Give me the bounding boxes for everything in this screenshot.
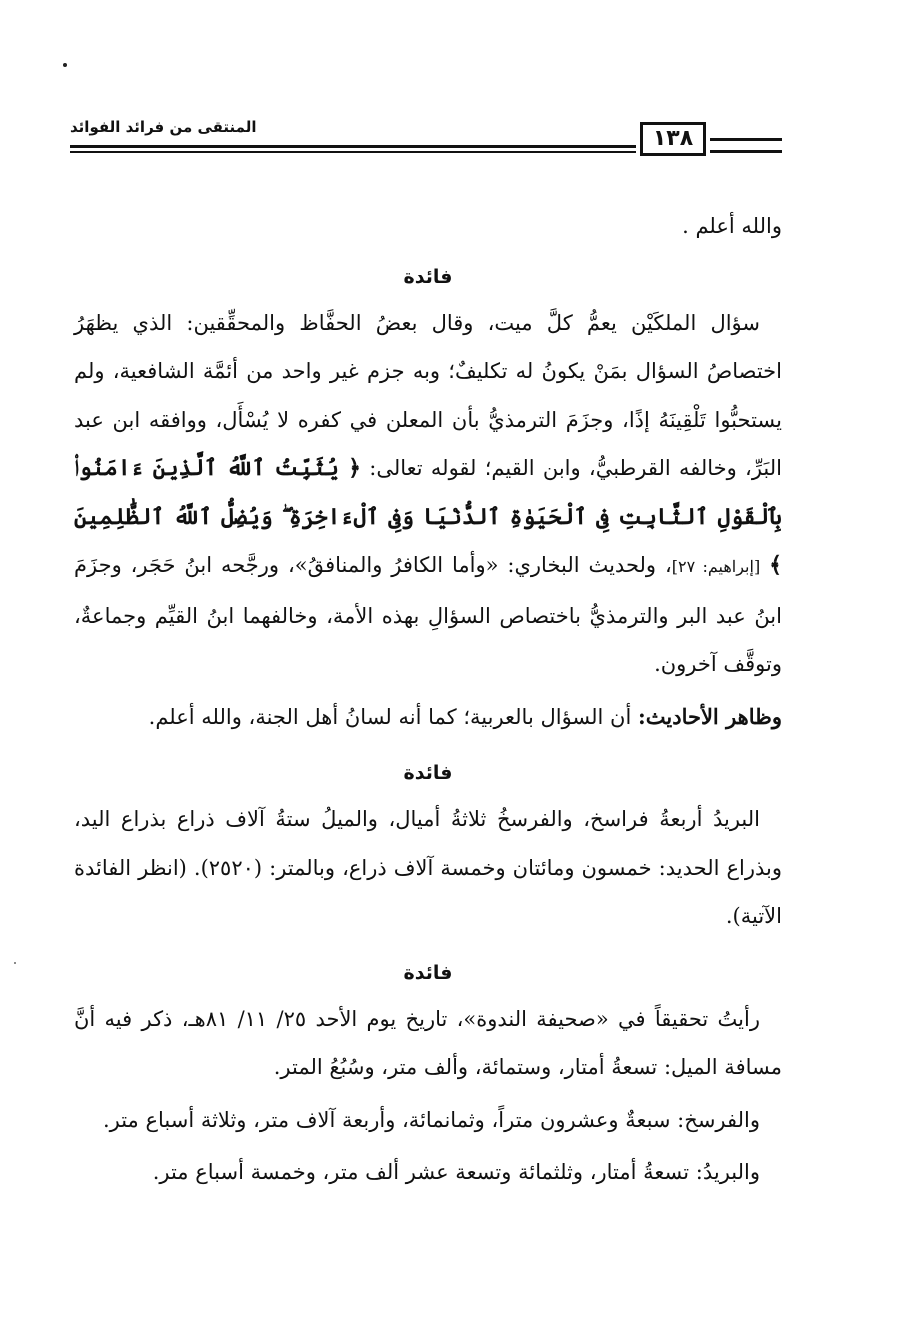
paragraph — [74, 299, 782, 689]
paragraph: والفرسخ: سبعةٌ وعشرون متراً، وثمانمائة، وأربعة آلاف متر، وثلاثة أسباع متر. — [102, 1107, 760, 1132]
scan-speck — [14, 962, 16, 964]
verse-reference: [إبراهيم: ٢٧] — [671, 557, 761, 576]
running-title: المنتقى من فرائد الفوائد — [70, 118, 257, 136]
quran-verse: ﴿ يُثَبِّتُ ٱللَّهُ ٱلَّذِينَ ءَامَنُوا۟ بِٱلْقَوْلِ ٱلثَّابِتِ فِى ٱلْحَيَوٰةِ ٱلدُّنْيَا وَفِى ٱلْءَاخِرَةِ ۖ وَيُضِلُّ ٱللَّهُ ٱلظَّٰلِمِينَ ﴾ — [74, 455, 782, 578]
header-rule — [70, 145, 636, 153]
paragraph-text: سؤال الملكَيْن يعمُّ كلَّ ميت، وقال بعضُ الحفَّاظ والمحقِّقين: الذي يظهَرُ اختصاصُ السؤال بمَنْ يكونُ له تكليفٌ؛ وبه جزم غير واحد من أئمَّة الشافعية، ولم يستحبُّوا تَلْقِينَهُ إذًا، وجزَمَ الترمذيُّ بأن المعلن في كفره لا يُسْأَل، ووافقه ابن عبد البَرِّ، وخالفه القرطبيُّ، وابن القيم؛ لقوله تعالى: — [74, 310, 782, 480]
page-number: ١٣٨ — [640, 122, 706, 156]
section-heading: فائدة — [403, 265, 453, 288]
section-heading: فائدة — [403, 961, 453, 984]
paragraph-lead: وظاهر الأحاديث: — [638, 703, 782, 729]
section-heading: فائدة — [403, 762, 453, 784]
closing-line: والله أعلم . — [682, 214, 782, 238]
paragraph — [74, 693, 782, 742]
scan-speck — [63, 63, 67, 67]
header-rule — [710, 138, 782, 153]
paragraph: البريدُ أربعةُ فراسخ، والفرسخُ ثلاثةُ أميال، والميلُ ستةُ آلاف ذراع بذراع اليد، وبذراع الحديد: خمسون ومائتان وخمسة آلاف ذراع، وبالمتر: (٢٥٢٠). (انظر الفائدة الآتية). — [74, 807, 782, 928]
page-body — [74, 202, 782, 1197]
paragraph: رأيتُ تحقيقاً في «صحيفة الندوة»، تاريخ يوم الأحد ٢٥/ ١١/ ٨١هـ، ذكر فيه أنَّ مسافة الميل: تسعةُ أمتار، وستمائة، وألف متر، وسُبُعُ المتر. — [74, 1006, 782, 1079]
paragraph-text: ، ولحديث البخاري: «وأما الكافرُ والمنافقُ»، ورجَّحه ابنُ حَجَر، وجزَمَ ابنُ عبد البر والترمذيُّ باختصاص السؤالِ بهذه الأمة، وخالفهما ابنُ القيِّم وجماعةٌ، وتوقَّف آخرون. — [74, 553, 782, 676]
page-header — [70, 108, 782, 168]
paragraph: والبريدُ: تسعةُ أمتار، وثلثمائة وتسعة عشر ألف متر، وخمسة أسباع متر. — [152, 1160, 760, 1184]
paragraph-text: أن السؤال بالعربية؛ كما أنه لسانُ أهل الجنة، والله أعلم. — [148, 704, 638, 729]
